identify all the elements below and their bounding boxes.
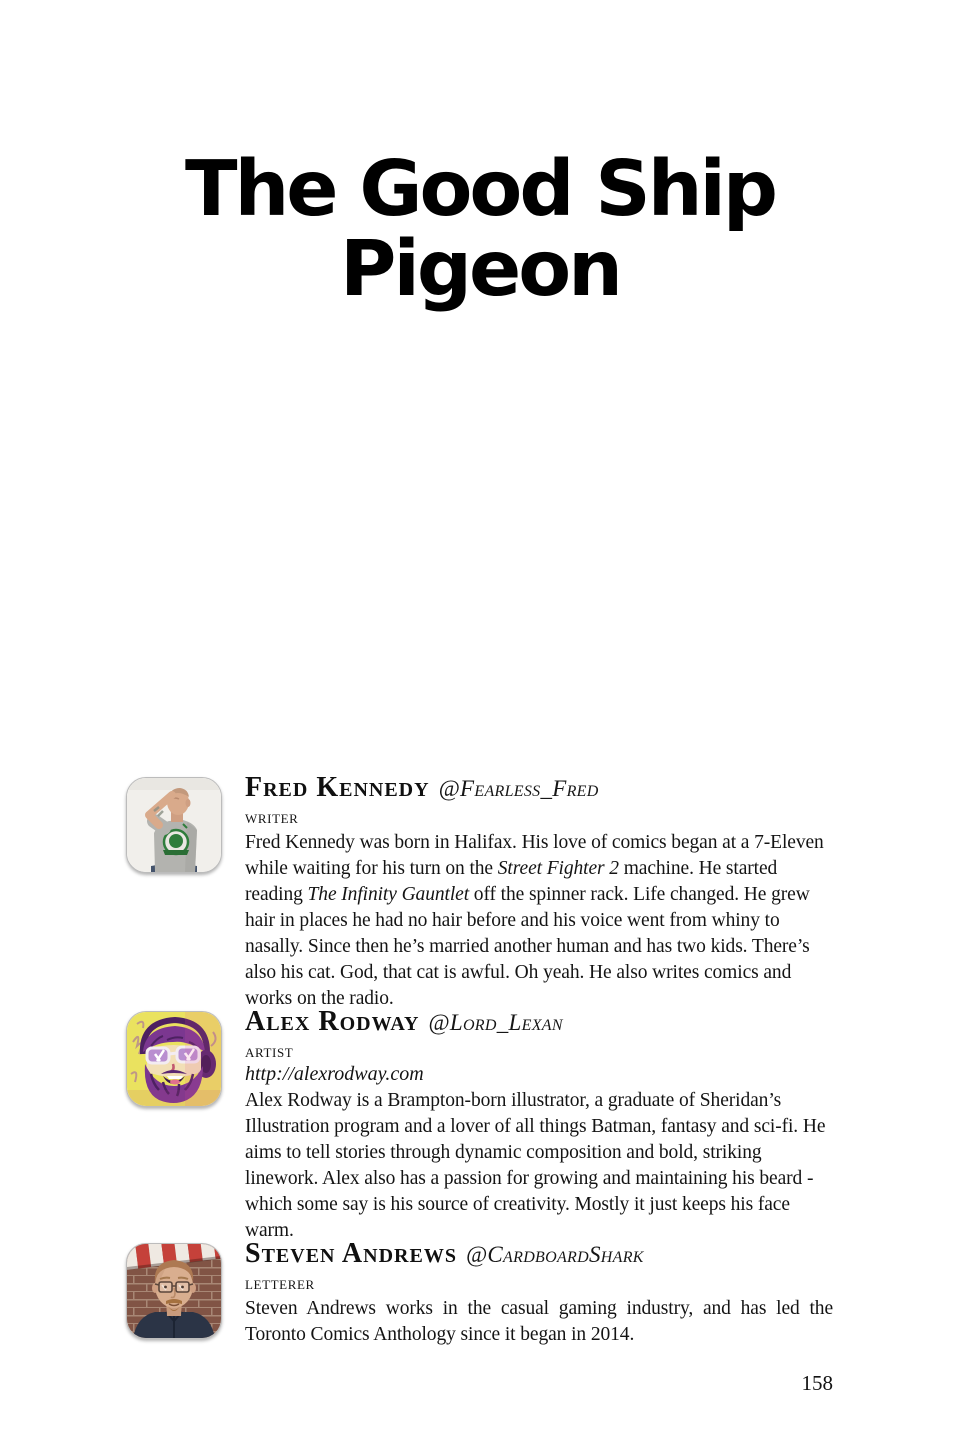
contributor-role: letterer <box>245 1273 315 1294</box>
avatar-alex-rodway <box>126 1011 222 1107</box>
contributor-name: Steven Andrews <box>245 1238 457 1269</box>
contributor-entry-alex-rodway <box>245 1006 833 1244</box>
contributor-website-link[interactable]: http://alexrodway.com <box>245 1063 424 1085</box>
contributor-bio: Steven Andrews works in the casual gaming industry, and has led the Toronto Comics Anthology since it began in 2014. <box>245 1298 833 1345</box>
contributor-twitter-handle: @Fearless_Fred <box>438 776 599 801</box>
contributor-entry-steven-andrews <box>245 1238 833 1348</box>
avatar-fred-kennedy <box>126 777 222 873</box>
contributor-entry-fred-kennedy <box>245 772 833 1012</box>
avatar-steven-andrews <box>126 1243 222 1339</box>
contributor-name: Fred Kennedy <box>245 772 430 803</box>
contributor-role: writer <box>245 807 299 828</box>
contributor-bio: Alex Rodway is a Brampton-born illustrator, a graduate of Sheridan’s Illustration program and a lover of all things Batman, fantasy and sci-fi. He aims to tell stories through dynamic composition and bold, striking linework. Alex also has a passion for growing and maintaining his beard - which some say is his source of creativity. Mostly it just keeps his face warm. <box>245 1090 826 1241</box>
fred-kennedy-salute-illustration <box>127 778 221 872</box>
contributor-twitter-handle: @CardboardShark <box>465 1242 644 1267</box>
contributor-credits <box>245 772 833 1345</box>
contributor-bio: Fred Kennedy was born in Halifax. His love of comics began at a 7-Eleven while waiting for his turn on the Street Fighter 2 machine. He started reading The Infinity Gauntlet off the spinner rack. Life changed. He grew hair in places he had no hair before and his voice went from whiny to nasally. Since then he’s married another human and has two kids. There’s also his cat. God, that cat is awful. Oh yeah. He also writes comics and works on the radio. <box>245 832 824 1009</box>
contributor-twitter-handle: @Lord_Lexan <box>428 1010 563 1035</box>
italic-title-infinity-gauntlet: The Infinity Gauntlet <box>307 884 470 905</box>
page-number: 158 <box>801 1371 833 1395</box>
contributor-role: artist <box>245 1041 294 1062</box>
steven-andrews-portrait-illustration <box>127 1244 221 1338</box>
story-title <box>0 145 960 314</box>
italic-title-street-fighter-2: Street Fighter 2 <box>497 858 619 879</box>
alex-rodway-beard-illustration <box>127 1012 221 1106</box>
story-title-line2: Pigeon <box>340 225 620 314</box>
contributor-name: Alex Rodway <box>245 1006 420 1037</box>
story-title-line1: The Good Ship <box>184 145 776 234</box>
